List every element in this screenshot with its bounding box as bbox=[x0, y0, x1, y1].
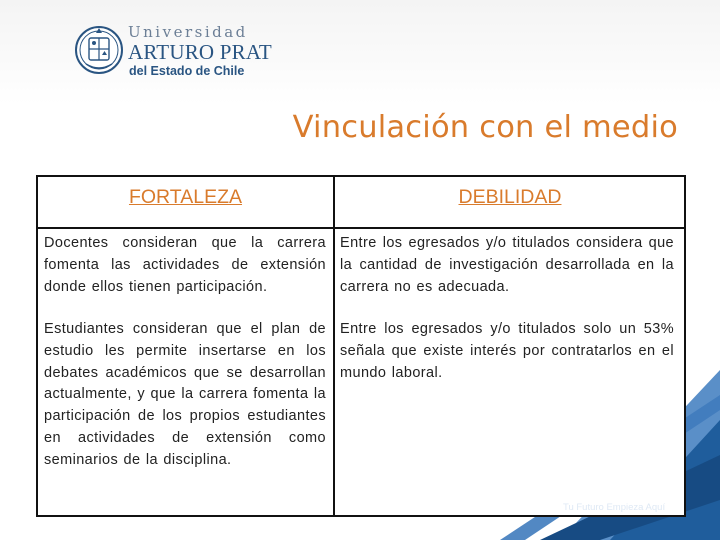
logo-line-universidad: Universidad bbox=[128, 23, 248, 41]
logo-wordmark bbox=[128, 24, 272, 79]
header-fortaleza: FORTALEZA bbox=[128, 186, 243, 208]
university-seal-icon bbox=[74, 22, 124, 78]
slide-title: Vinculación con el medio bbox=[292, 110, 678, 145]
logo-line-arturo-prat: ARTURO PRAT bbox=[128, 40, 272, 64]
cell-debilidad-1: Entre los egresados y/o titulados considera que la cantidad de investigación desarrollada en la carrera no es adecuada. bbox=[340, 235, 674, 295]
university-logo[interactable] bbox=[74, 22, 272, 82]
cell-debilidad-2: Entre los egresados y/o titulados solo un 53% señala que existe interés por contratarlos en el mundo laboral. bbox=[340, 321, 674, 381]
comparison-table bbox=[36, 175, 686, 517]
cell-fortaleza-1: Docentes consideran que la carrera fomenta las actividades de extensión donde ellos tienen participación. bbox=[44, 235, 326, 295]
cell-fortaleza-2: Estudiantes consideran que el plan de estudio les permite insertarse en los debates académicos que se desarrollan actualmente, y que la carrera fomenta la participación de los propios estudiantes en actividades de extensión como seminarios de la disciplina. bbox=[44, 321, 326, 468]
header-debilidad: DEBILIDAD bbox=[458, 186, 562, 208]
table-header-divider bbox=[38, 227, 684, 229]
logo-line-estado: del Estado de Chile bbox=[129, 64, 245, 78]
brand-footer[interactable] bbox=[563, 476, 703, 514]
brand-name[interactable]: unap.cl bbox=[563, 475, 643, 500]
brand-tagline: Tu Futuro Empieza Aquí bbox=[563, 502, 666, 513]
